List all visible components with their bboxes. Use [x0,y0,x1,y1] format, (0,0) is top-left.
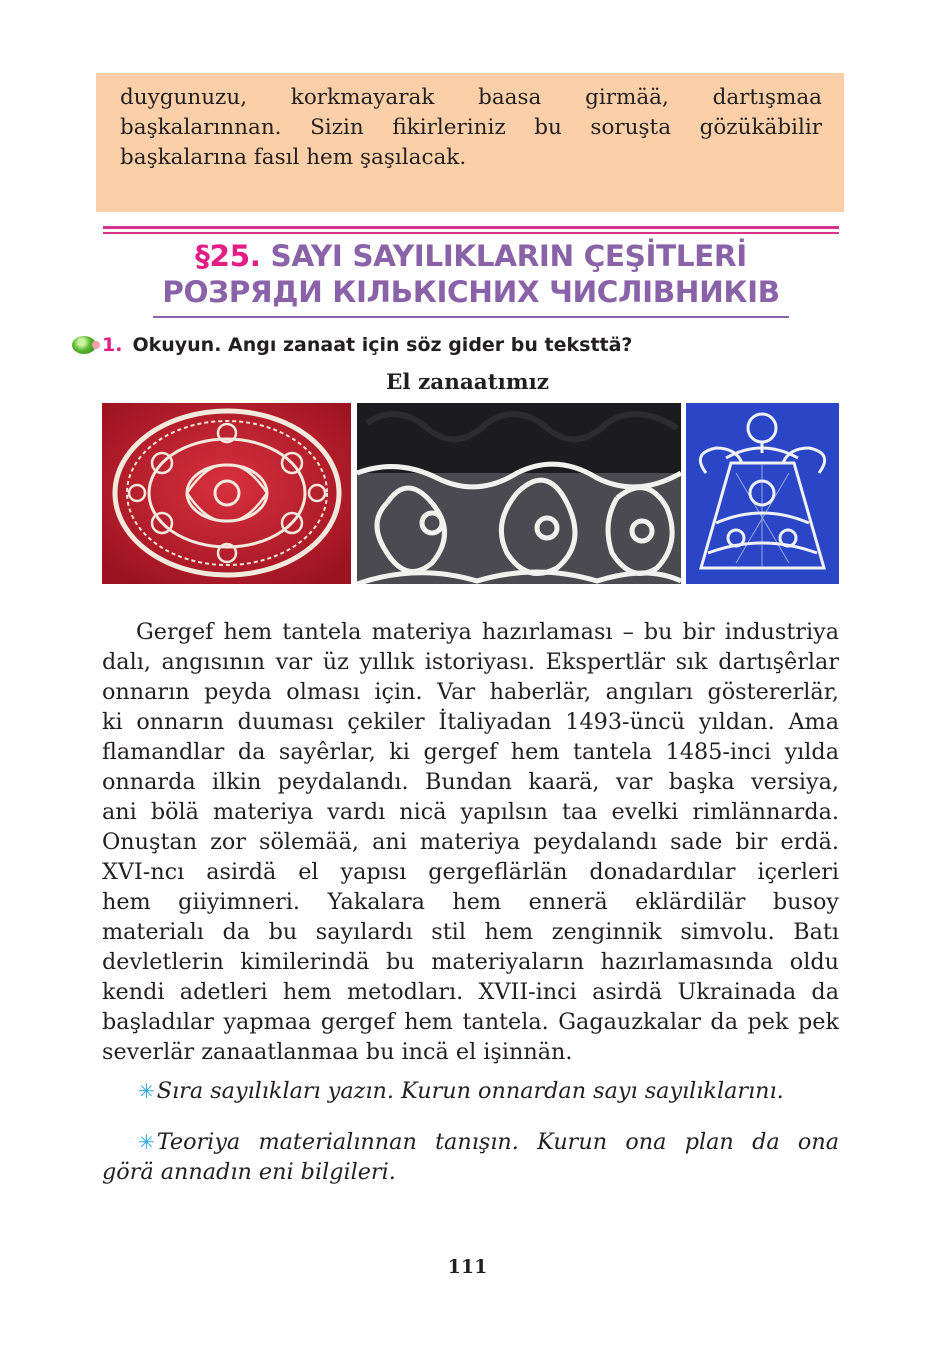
task-bullet-icon [72,336,96,354]
intro-note-text [120,83,822,173]
intro-line: başkalarına fasıl hem şaşılacak. [120,145,467,170]
section-title-gagauz-text: SAYI SAYILIKLARIN ÇEŞİTLERİ [270,239,747,273]
exercise-2-line [102,1127,839,1157]
text-line: Onuştan zor sölemää, ani materiya peydalandı sade bir erdä. [102,829,839,855]
text-line: kendi adetleri hem metodları. XVII-inci asirdä Ukrainada da [102,979,839,1005]
exercise-2 [102,1127,839,1187]
task-number: 1. [102,334,123,356]
section-rule-top [103,226,839,229]
intro-note-box [96,73,844,212]
section-number: §25. [195,239,261,273]
star-icon: ✳ [138,1130,155,1154]
text-line: başladılar yapmaa gergef hem tantela. Gagauzkalar da pek pek [102,1009,839,1035]
text-line: ki onnarın duuması çekiler İtaliyadan 1493-üncü yıldan. Ama [102,709,839,735]
lace-photo-red-doily [102,403,351,584]
section-rule-bottom [153,316,789,318]
text-line: flamandlar da sayêrlar, ki gergef hem tantela 1485-inci yılda [102,739,839,765]
text-line: XVI-ncı asirdä el yapısı gergeflärlän donadardılar içerleri [102,859,839,885]
intro-line: duygunuzu, korkmayarak baasa girmää, dartışmaa [120,85,822,110]
lace-photo-blue-angel [686,403,839,584]
text-line: Gergef hem tantela materiya hazırlaması – bu bir industriya [136,619,839,645]
text-line: dalı, angısının var üz yıllık istoriyası. Ekspertlär sık dartışêrlar [102,649,839,675]
lace-photo-black-white-border [357,403,681,584]
exercise-1-text: Sıra sayılıkları yazın. Kurun onnardan sayı sayılıklarını. [156,1078,784,1104]
intro-line: başkalarınnan. Sizin fikirleriniz bu soruşta gözükäbilir [120,115,822,140]
section-title-gagauz [103,239,839,273]
exercise-1 [102,1076,839,1106]
text-line: hem giiyimneri. Yakalara hem ennerä eklärdilär busoy [102,889,839,915]
text-line: devletlerin kimilerindä bu materiyaların hazırlamasında oldu [102,949,839,975]
exercise-2-line: görä annadın eni bilgileri. [102,1159,396,1185]
exercise-1-line [102,1076,839,1106]
text-title: El zanaatımız [386,370,549,395]
section-rule-top-thin [103,232,839,234]
main-text [102,617,839,1067]
exercise-2-text: Teoriya materialınnan tanışın. Kurun ona plan da ona [156,1129,839,1155]
text-line: ani bölä materiya vardı nicä yapılsın taa evelki rimlännarda. [102,799,839,825]
star-icon: ✳ [138,1079,155,1103]
page-number: 111 [447,1256,488,1278]
section-title-ukrainian: РОЗРЯДИ КІЛЬКІСНИХ ЧИСЛІВНИКІВ [162,275,780,309]
text-line: onnarın peyda olması için. Var haberlär, angıları göstererlär, [102,679,839,705]
task-text: Okuyun. Angı zanaat için söz gider bu teksttä? [132,334,633,356]
text-line: onnarda ilkin peydalandı. Bundan kaarä, var başka versiya, [102,769,839,795]
text-line: severlär zanaatlanmaa bu incä el işinnän. [102,1039,573,1065]
task-heading [72,333,632,357]
text-line: materialı da bu sayılardı stil hem zenginnik simvolu. Batı [102,919,839,945]
main-text-paragraph [102,617,839,1067]
